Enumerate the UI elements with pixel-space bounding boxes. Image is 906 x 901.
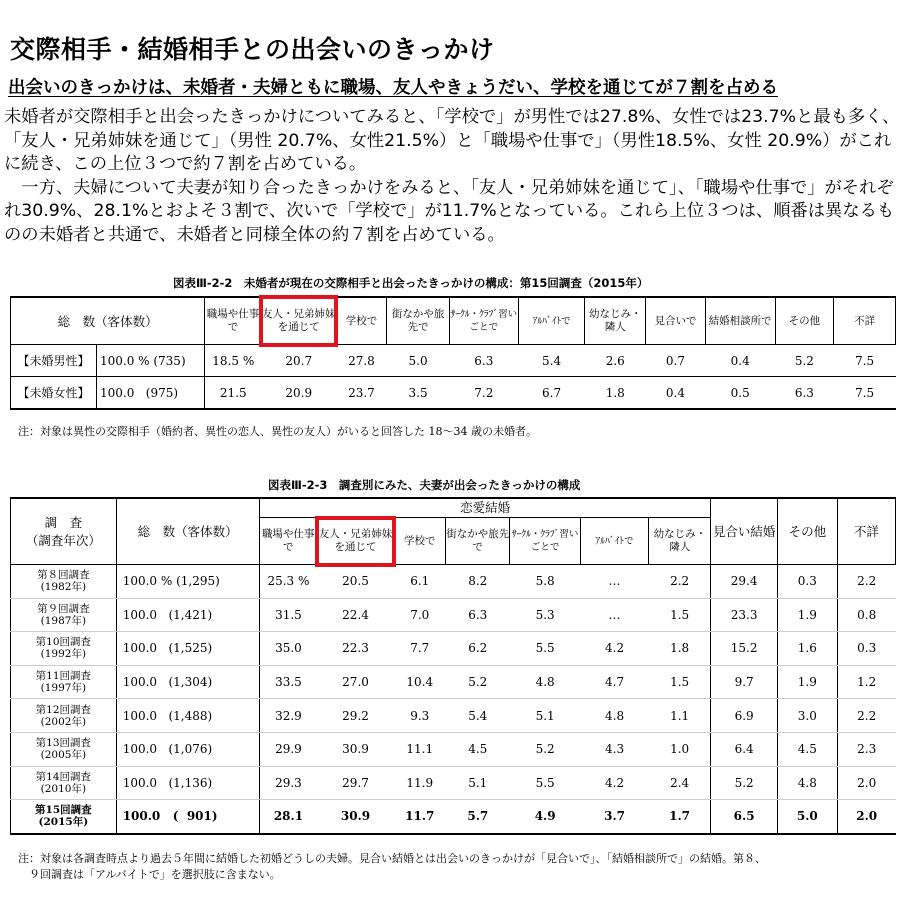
survey-year: (1987年) [40,614,87,627]
survey-name: 第11回調査 [35,670,92,683]
table2-col-header: 学校で [394,518,446,565]
cell: 29.2 [317,699,394,733]
cell: 1.0 [649,732,711,766]
cell: 4.8 [777,766,837,800]
cell: 1.9 [777,665,837,699]
cell: 1.2 [837,665,895,699]
table1-caption: 図表Ⅲ-2-2 未婚者が現在の交際相手と出会ったきっかけの構成：第15回調査（2015年） [173,276,649,290]
survey-year: (1992年) [40,648,87,661]
row-total: 100.0 ( 901) [116,800,259,834]
table2-col-header: 幼なじみ・隣人 [649,518,711,565]
survey-name: 第15回調査 [35,804,92,817]
table1-note: 注：対象は異性の交際相手（婚約者、異性の恋人、異性の友人）がいると回答した 18〜34 歳の未婚者。 [18,425,537,438]
survey-year: (2002年) [40,715,87,728]
table-married-encounter [10,497,896,835]
cell: 1.8 [649,632,711,666]
cell: 5.0 [777,800,837,834]
cell: 1.5 [649,665,711,699]
row-total: 100.0 % (735) [96,345,204,377]
table1-col-header: 街なかや旅先で [387,297,450,345]
table-row [11,699,896,733]
cell: 5.4 [518,345,585,377]
cell: 22.4 [317,598,394,632]
cell: 1.1 [649,699,711,733]
cell: 23.3 [711,598,777,632]
cell: 5.0 [387,345,450,377]
table-row [11,766,896,800]
cell: 27.8 [336,345,387,377]
row-total: 100.0 (1,421) [116,598,259,632]
row-label [11,665,117,699]
cell: 2.2 [837,565,895,599]
table-row [11,345,896,377]
cell: 11.9 [394,766,446,800]
cell: 2.3 [837,732,895,766]
cell: 30.9 [317,800,394,834]
cell: 5.2 [775,345,834,377]
cell: 27.0 [317,665,394,699]
cell: 2.2 [837,699,895,733]
cell: 2.6 [585,345,646,377]
table-unmarried-encounter [10,296,896,410]
row-total: 100.0 % (1,295) [116,565,259,599]
cell: 4.5 [777,732,837,766]
row-label [11,598,117,632]
cell: 3.0 [777,699,837,733]
row-label [11,732,117,766]
table2-col-header: 職場や仕事で [259,518,317,565]
row-label: 【未婚男性】 [11,345,97,377]
table2-other-header: その他 [777,498,837,565]
row-label [11,632,117,666]
table-row [11,800,896,834]
table2-caption: 図表Ⅲ-2-3 調査別にみた、夫妻が出会ったきっかけの構成 [268,478,581,492]
cell: 2.2 [649,565,711,599]
cell: 0.5 [705,377,775,410]
cell: 6.7 [518,377,585,410]
table2-group-header: 恋愛結婚 [259,498,711,518]
table2-col-header: ｻｰｸﾙ・ｸﾗﾌﾞ習いごとで [510,518,580,565]
cell: 30.9 [317,732,394,766]
cell: 7.5 [834,345,896,377]
cell: 5.4 [446,699,510,733]
row-total: 100.0 (1,304) [116,665,259,699]
row-label [11,699,117,733]
cell: 6.1 [394,565,446,599]
cell: 6.3 [775,377,834,410]
survey-year: (1982年) [40,581,87,594]
cell: 0.3 [837,632,895,666]
cell: 10.4 [394,665,446,699]
cell: 9.7 [711,665,777,699]
table-row [11,598,896,632]
cell: … [580,598,648,632]
table1-header-row [11,297,896,345]
cell: 31.5 [259,598,317,632]
cell: 28.1 [259,800,317,834]
cell: 1.5 [649,598,711,632]
row-label [11,766,117,800]
row-label: 【未婚女性】 [11,377,97,410]
cell: 4.8 [510,665,580,699]
cell: 4.5 [446,732,510,766]
table1-col-header: ｱﾙﾊﾞｲﾄで [518,297,585,345]
table1-col-header: その他 [775,297,834,345]
row-label [11,800,117,834]
cell: 20.9 [261,377,336,410]
page-title: 交際相手・結婚相手との出会いのきっかけ [10,35,495,64]
survey-name: 第８回調査 [37,569,90,582]
cell: 5.2 [446,665,510,699]
cell: 20.5 [317,565,394,599]
cell: 1.6 [777,632,837,666]
cell: 3.5 [387,377,450,410]
table2-omiai-header: 見合い結婚 [711,498,777,565]
table2-header-row [11,498,896,518]
cell: 7.7 [394,632,446,666]
cell: 29.4 [711,565,777,599]
cell: 35.0 [259,632,317,666]
cell: 9.3 [394,699,446,733]
cell: 5.8 [510,565,580,599]
cell: 1.7 [649,800,711,834]
paragraph-1: 未婚者が交際相手と出会ったきっかけについてみると、「学校で」が男性では27.8%、女性では23.7%と最も多く、「友人・兄弟姉妹を通じて」（男性 20.7%、女性21.5%）と「職場や仕事で」（男性18.5%、女性 20.9%）がこれに続き、この上位３つで約７割を占めている。 [4,107,900,174]
cell: 33.5 [259,665,317,699]
cell: 7.0 [394,598,446,632]
row-total: 100.0 (1,076) [116,732,259,766]
cell: 0.3 [777,565,837,599]
cell: 6.9 [711,699,777,733]
page-subtitle: 出会いのきっかけは、未婚者・夫婦ともに職場、友人やきょうだい、学校を通じてが７割を占める [8,78,778,98]
cell: 2.4 [649,766,711,800]
cell: 7.2 [449,377,518,410]
row-total: 100.0 (1,488) [116,699,259,733]
table-row [11,632,896,666]
cell: 5.5 [510,632,580,666]
survey-year: (2010年) [40,782,87,795]
cell: 5.1 [446,766,510,800]
body-text [4,106,902,247]
cell: 4.7 [580,665,648,699]
cell: 6.2 [446,632,510,666]
cell: 2.0 [837,800,895,834]
table-row [11,565,896,599]
survey-year: (2005年) [40,749,87,762]
cell: 5.1 [510,699,580,733]
cell: 0.4 [646,377,706,410]
cell: 23.7 [336,377,387,410]
survey-year: (1997年) [40,682,87,695]
cell: 0.8 [837,598,895,632]
cell: 20.7 [261,345,336,377]
cell: 6.3 [449,345,518,377]
cell: 5.2 [510,732,580,766]
table1-col-header: 見合いで [646,297,706,345]
cell: 6.5 [711,800,777,834]
row-label [11,565,117,599]
table1-col-header: 学校で [336,297,387,345]
cell: 7.5 [834,377,896,410]
table1-col-header: 結婚相談所で [705,297,775,345]
cell: 5.5 [510,766,580,800]
table2-note: 注：対象は各調査時点より過去５年間に結婚した初婚どうしの夫婦。見合い結婚とは出会いのきっかけが「見合いで」、「結婚相談所で」の結婚。第８、 ９回調査は「アルバイトで」を選択肢に含まない。 [18,852,766,881]
survey-year: (2015年) [38,816,89,829]
cell: 0.7 [646,345,706,377]
cell: 4.8 [580,699,648,733]
table2-survey-header: 調 査 （調査年次） [11,498,117,565]
cell: 4.2 [580,632,648,666]
table2-total-header: 総 数（客体数） [116,498,259,565]
cell: 15.2 [711,632,777,666]
row-total: 100.0 (1,525) [116,632,259,666]
cell: 22.3 [317,632,394,666]
cell: 6.3 [446,598,510,632]
cell: 29.9 [259,732,317,766]
row-total: 100.0 (1,136) [116,766,259,800]
cell: 21.5 [205,377,262,410]
cell: 5.3 [510,598,580,632]
cell: 5.7 [446,800,510,834]
row-total: 100.0 (975) [96,377,204,410]
table-row [11,732,896,766]
paragraph-2: 一方、夫婦について夫妻が知り合ったきっかけをみると、「友人・兄弟姉妹を通じて」、「職場や仕事で」がそれぞれ30.9%、28.1%とおよそ３割で、次いで「学校で」が11.7%となっている。これら上位３つは、順番は異なるものの未婚者と共通で、未婚者と同様全体の約７割を占めている。 [4,177,895,245]
survey-name: 第12回調査 [35,703,92,716]
cell: 4.2 [580,766,648,800]
table1-col-header: ｻｰｸﾙ・ｸﾗﾌﾞ習いごとで [449,297,518,345]
cell: 25.3 % [259,565,317,599]
cell: 1.9 [777,598,837,632]
cell: 2.0 [837,766,895,800]
cell: 29.7 [317,766,394,800]
table1-total-header: 総 数（客体数） [11,297,205,345]
cell: 4.9 [510,800,580,834]
survey-name: 第14回調査 [35,770,92,783]
table2-col-header-highlighted: 友人・兄弟姉妹を通じて [317,518,394,565]
cell: 18.5 % [205,345,262,377]
cell: 29.3 [259,766,317,800]
cell: 5.2 [711,766,777,800]
table2-col-header: 街なかや旅先で [446,518,510,565]
cell: 3.7 [580,800,648,834]
cell: 6.4 [711,732,777,766]
cell: 8.2 [446,565,510,599]
table2-col-header: ｱﾙﾊﾞｲﾄで [580,518,648,565]
table2-unknown-header: 不詳 [837,498,895,565]
cell: 4.3 [580,732,648,766]
cell: 0.4 [705,345,775,377]
table1-col-header: 職場や仕事で [205,297,262,345]
table1-col-header-highlighted: 友人・兄弟姉妹を通じて [261,297,336,345]
table2-body [11,565,896,834]
cell: 11.1 [394,732,446,766]
survey-name: 第13回調査 [35,737,92,750]
cell: … [580,565,648,599]
table1-col-header: 幼なじみ・隣人 [585,297,646,345]
cell: 1.8 [585,377,646,410]
table1-col-header: 不詳 [834,297,896,345]
table-row [11,665,896,699]
cell: 32.9 [259,699,317,733]
cell: 11.7 [394,800,446,834]
survey-name: 第10回調査 [35,636,92,649]
table-row [11,377,896,410]
survey-name: 第９回調査 [37,602,90,615]
